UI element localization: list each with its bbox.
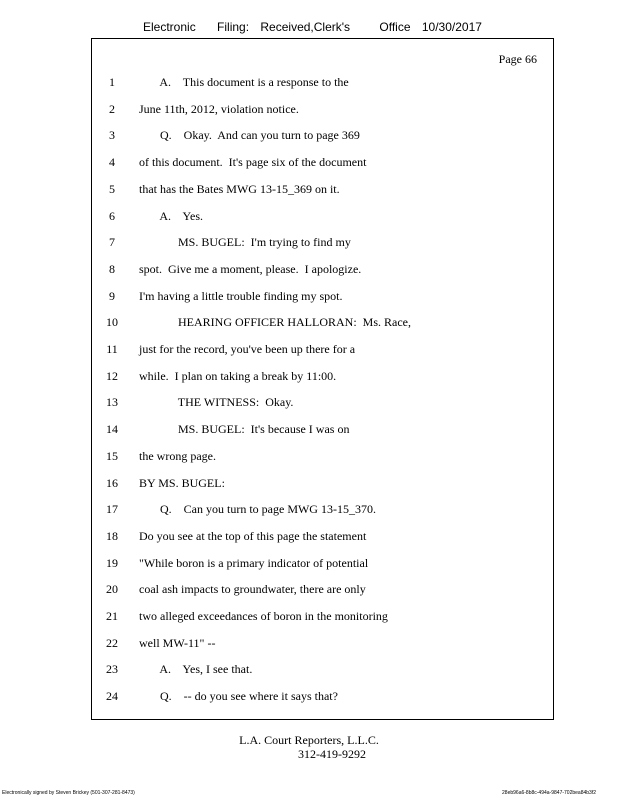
transcript-line: [92, 394, 553, 410]
line-number: 6: [109, 208, 115, 223]
line-text: the wrong page.: [139, 448, 216, 463]
line-number: 13: [106, 395, 118, 410]
line-number: 16: [106, 475, 118, 490]
line-number: 2: [109, 101, 115, 116]
transcript-line: [92, 528, 553, 544]
filing-header: [143, 20, 482, 34]
line-text: HEARING OFFICER HALLORAN: Ms. Race,: [139, 315, 411, 330]
footer: [0, 733, 618, 761]
line-text: just for the record, you've been up there for a: [139, 342, 356, 356]
line-number: 12: [106, 368, 118, 383]
page-number: Page 66: [498, 52, 537, 66]
transcript-line: [92, 127, 553, 143]
transcript-line: [92, 261, 553, 277]
transcript-line: [92, 208, 553, 224]
line-number: 19: [106, 555, 118, 570]
line-text: two alleged exceedances of boron in the monitoring: [139, 609, 388, 623]
line-text: "While boron is a primary indicator of potential: [139, 555, 369, 570]
line-text: spot. Give me a moment, please. I apologize.: [139, 261, 362, 276]
line-number: 9: [109, 288, 115, 303]
line-number: 21: [106, 609, 118, 623]
line-number: 10: [106, 315, 118, 330]
transcript-line: [92, 448, 553, 464]
line-text: Do you see at the top of this page the statement: [139, 528, 367, 543]
line-number: 20: [106, 582, 118, 597]
line-number: 3: [109, 128, 115, 143]
line-text: while. I plan on taking a break by 11:00.: [139, 368, 337, 383]
line-text: THE WITNESS: Okay.: [139, 395, 294, 410]
header-electronic: Electronic: [143, 20, 196, 34]
transcript-line: [92, 181, 553, 197]
line-number: 15: [106, 448, 118, 463]
signature-right: 28eb96a6-8b8c-494a-9847-702bea84b3f2: [502, 790, 596, 796]
line-text: of this document. It's page six of the document: [139, 155, 367, 170]
line-text: MS. BUGEL: It's because I was on: [139, 422, 350, 437]
footer-phone: 312-419-9292: [298, 747, 366, 761]
line-text: A. Yes.: [139, 208, 204, 223]
line-number: 14: [106, 422, 118, 437]
line-text: well MW-11" --: [139, 635, 216, 650]
header-filing: Filing:: [217, 20, 250, 34]
line-text: Q. Okay. And can you turn to page 369: [139, 128, 360, 143]
header-office: Office: [379, 20, 411, 34]
transcript-line: [92, 635, 553, 651]
line-text: MS. BUGEL: I'm trying to find my: [139, 235, 351, 250]
line-text: Q. -- do you see where it says that?: [139, 689, 338, 704]
line-number: 18: [106, 528, 118, 543]
line-number: 4: [109, 155, 115, 170]
line-number: 22: [106, 635, 118, 650]
line-text: I'm having a little trouble finding my spot.: [139, 288, 343, 303]
line-text: that has the Bates MWG 13-15_369 on it.: [139, 181, 340, 196]
transcript-line: [92, 661, 553, 677]
header-date: 10/30/2017: [421, 20, 482, 34]
line-number: 1: [109, 75, 115, 89]
line-number: 7: [109, 235, 115, 250]
transcript-line: [92, 581, 553, 597]
transcript-line: [92, 688, 553, 704]
transcript-line: [92, 314, 553, 330]
line-number: 24: [106, 689, 118, 704]
line-text: June 11th, 2012, violation notice.: [139, 101, 299, 116]
line-text: A. This document is a response to the: [139, 75, 349, 89]
line-number: 5: [109, 181, 115, 196]
footer-company: L.A. Court Reporters, L.L.C.: [239, 733, 379, 747]
transcript-line: [92, 368, 553, 384]
transcript-line: [92, 608, 553, 624]
line-text: coal ash impacts to groundwater, there are only: [139, 582, 366, 597]
line-text: A. Yes, I see that.: [139, 662, 253, 677]
transcript-line: [92, 154, 553, 170]
line-text: BY MS. BUGEL:: [139, 475, 225, 490]
transcript-page: [91, 38, 554, 720]
transcript-line: [92, 74, 553, 90]
transcript-line: [92, 101, 553, 117]
transcript-line: [92, 421, 553, 437]
transcript-line: [92, 341, 553, 357]
transcript-line: [92, 555, 553, 571]
line-number: 8: [109, 261, 115, 276]
line-number: 17: [106, 502, 118, 517]
line-number: 11: [106, 342, 118, 356]
transcript-line: [92, 288, 553, 304]
signature-left: Electronically signed by Steven Brickey (501-307-281-8473): [2, 790, 135, 796]
line-number: 23: [106, 662, 118, 677]
transcript-line: [92, 234, 553, 250]
header-received: Received,Clerk's: [260, 20, 351, 34]
transcript-line: [92, 475, 553, 491]
line-text: Q. Can you turn to page MWG 13-15_370.: [139, 502, 376, 517]
transcript-line: [92, 501, 553, 517]
